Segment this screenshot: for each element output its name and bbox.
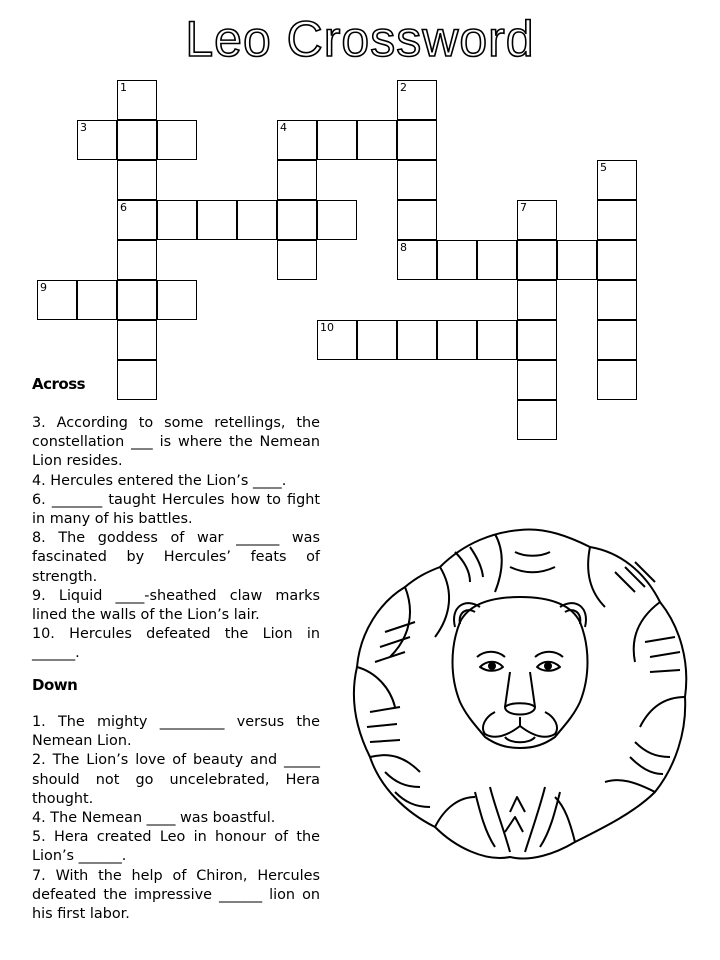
grid-cell[interactable] [597, 360, 637, 400]
grid-cell[interactable] [237, 200, 277, 240]
page-title-text: Leo Crossword [185, 11, 535, 67]
clue-number: 3 [80, 121, 87, 134]
grid-cell[interactable] [517, 280, 557, 320]
grid-cell[interactable] [517, 360, 557, 400]
grid-cell[interactable] [397, 120, 437, 160]
down-clue-list [32, 713, 320, 924]
down-heading: Down [32, 676, 78, 694]
grid-cell[interactable] [317, 320, 357, 360]
across-clue: 3. According to some retellings, the constellation ___ is where the Nemean Lion resides. [32, 415, 320, 470]
grid-cell[interactable] [397, 320, 437, 360]
grid-cell[interactable] [517, 320, 557, 360]
grid-cell[interactable] [277, 240, 317, 280]
grid-cell[interactable] [277, 160, 317, 200]
grid-cell[interactable] [477, 240, 517, 280]
grid-cell[interactable] [597, 200, 637, 240]
clue-number: 7 [520, 201, 527, 214]
grid-cell[interactable] [597, 240, 637, 280]
down-clue: 7. With the help of Chiron, Hercules defeated the impressive ______ lion on his first labor. [32, 867, 320, 923]
grid-cell[interactable] [77, 120, 117, 160]
grid-cell[interactable] [117, 240, 157, 280]
across-clue-list [32, 414, 320, 664]
grid-cell[interactable] [597, 320, 637, 360]
grid-cell[interactable] [397, 160, 437, 200]
grid-cell[interactable] [37, 280, 77, 320]
clue-number: 8 [400, 241, 407, 254]
grid-cell[interactable] [157, 280, 197, 320]
grid-cell[interactable] [357, 120, 397, 160]
grid-cell[interactable] [397, 200, 437, 240]
grid-cell[interactable] [117, 80, 157, 120]
grid-cell[interactable] [517, 240, 557, 280]
grid-cell[interactable] [437, 240, 477, 280]
across-heading: Across [32, 375, 86, 393]
grid-cell[interactable] [557, 240, 597, 280]
clue-number: 4 [280, 121, 287, 134]
clue-number: 2 [400, 81, 407, 94]
grid-cell[interactable] [597, 280, 637, 320]
across-clue: 9. Liquid ____-sheathed claw marks lined the walls of the Lion’s lair. [32, 587, 320, 624]
grid-cell[interactable] [437, 320, 477, 360]
grid-cell[interactable] [77, 280, 117, 320]
grid-cell[interactable] [117, 280, 157, 320]
grid-cell[interactable] [597, 160, 637, 200]
grid-cell[interactable] [517, 400, 557, 440]
grid-cell[interactable] [277, 200, 317, 240]
lion-head-icon [345, 512, 695, 867]
grid-cell[interactable] [117, 360, 157, 400]
down-clue: 2. The Lion’s love of beauty and _____ should not go uncelebrated, Hera thought. [32, 752, 320, 807]
across-clue: 10. Hercules defeated the Lion in ______. [32, 626, 320, 662]
down-clue: 4. The Nemean ____ was boastful. [32, 810, 276, 827]
clue-number: 6 [120, 201, 127, 214]
clue-number: 9 [40, 281, 47, 294]
grid-cell[interactable] [277, 120, 317, 160]
clue-number: 1 [120, 81, 127, 94]
grid-cell[interactable] [357, 320, 397, 360]
grid-cell[interactable] [197, 200, 237, 240]
grid-cell[interactable] [397, 240, 437, 280]
grid-cell[interactable] [317, 120, 357, 160]
grid-cell[interactable] [117, 160, 157, 200]
grid-cell[interactable] [397, 80, 437, 120]
grid-cell[interactable] [117, 200, 157, 240]
grid-cell[interactable] [517, 200, 557, 240]
across-clue: 4. Hercules entered the Lion’s ____. [32, 472, 287, 489]
grid-cell[interactable] [117, 320, 157, 360]
clue-number: 5 [600, 161, 607, 174]
clue-number: 10 [320, 321, 334, 334]
across-clue: 6. _______ taught Hercules how to fight in many of his battles. [32, 491, 320, 528]
grid-cell[interactable] [477, 320, 517, 360]
down-clue: 1. The mighty _________ versus the Nemean Lion. [32, 714, 320, 750]
grid-cell[interactable] [157, 200, 197, 240]
down-clue: 5. Hera created Leo in honour of the Lion’s ______. [32, 829, 320, 865]
grid-cell[interactable] [157, 120, 197, 160]
across-clue: 8. The goddess of war ______ was fascinated by Hercules’ feats of strength. [32, 530, 320, 585]
grid-cell[interactable] [117, 120, 157, 160]
grid-cell[interactable] [317, 200, 357, 240]
